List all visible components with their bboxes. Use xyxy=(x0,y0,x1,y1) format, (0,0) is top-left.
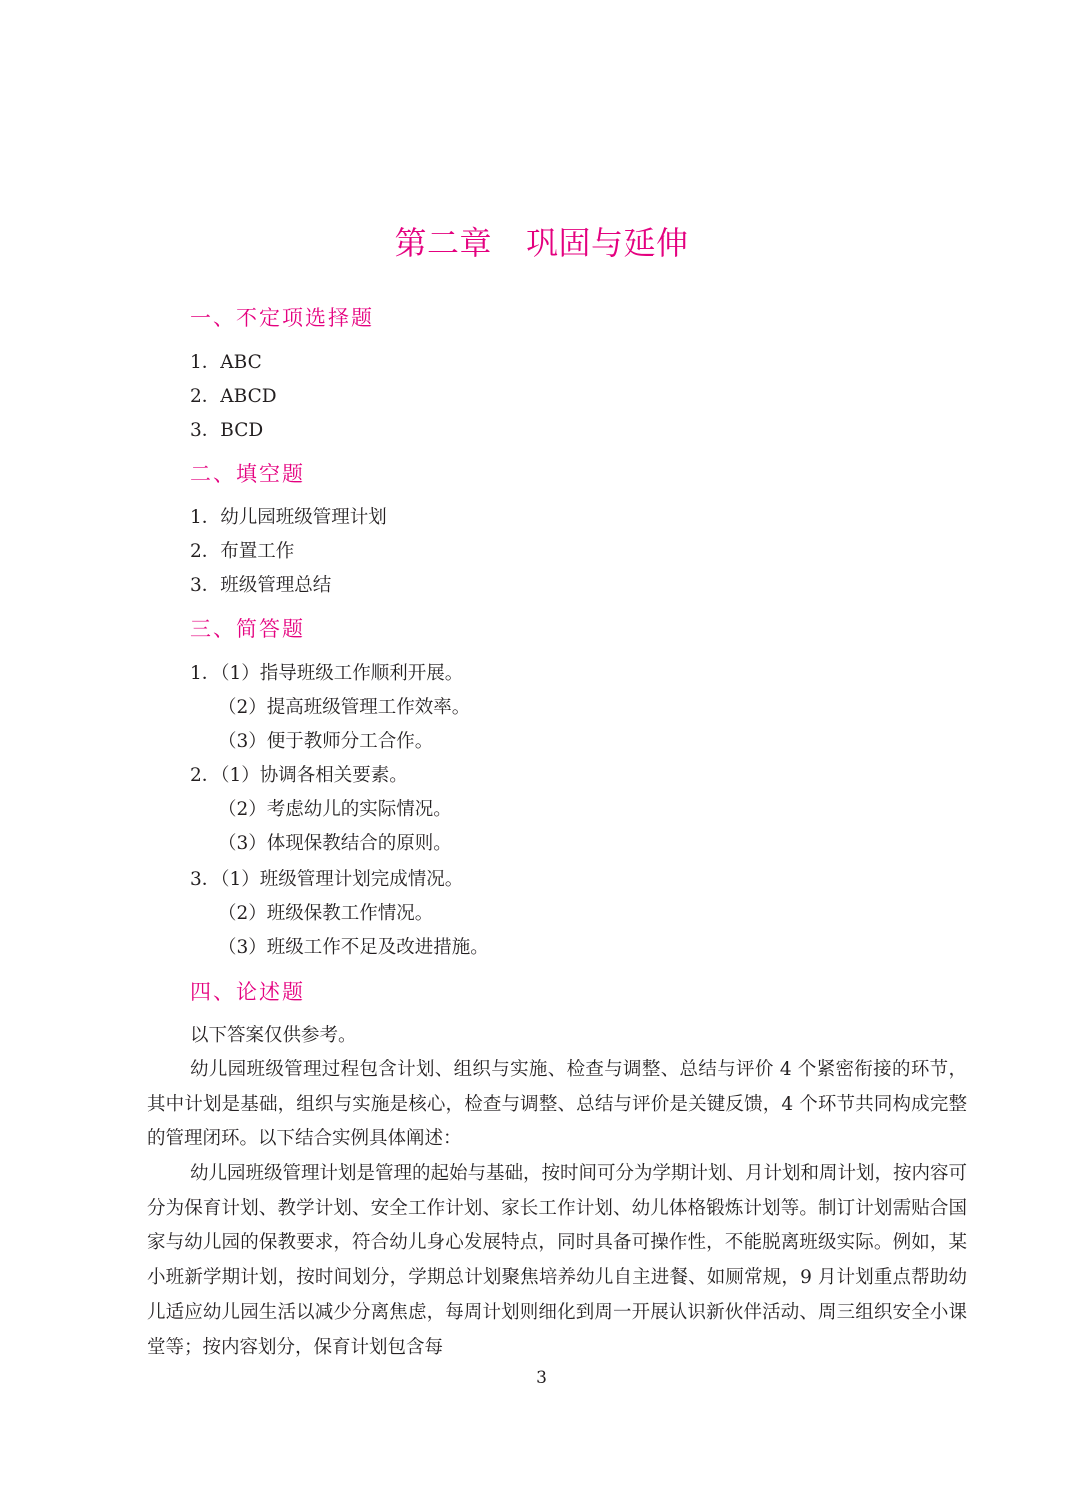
answer-item: 1．（1）指导班级工作顺利开展。 xyxy=(190,663,464,684)
chapter-label: 第二章 xyxy=(394,224,492,262)
essay-intro: 以下答案仅供参考。 xyxy=(190,1025,357,1046)
section-heading-multiple-choice: 一、不定项选择题 xyxy=(190,306,374,330)
answer-item: 2．（1）协调各相关要素。 xyxy=(190,765,408,786)
chapter-name: 巩固与延伸 xyxy=(526,224,689,262)
answer-item: 1．幼儿园班级管理计划 xyxy=(190,507,387,528)
answer-sub-item: （2）提高班级管理工作效率。 xyxy=(218,697,471,718)
section-heading-short-answer: 三、简答题 xyxy=(190,617,305,641)
section-heading-fill-in: 二、填空题 xyxy=(190,462,305,486)
answer-item: 3．（1）班级管理计划完成情况。 xyxy=(190,869,464,890)
answer-item: 3．班级管理总结 xyxy=(190,575,332,596)
answer-item: 1．ABC xyxy=(190,352,262,373)
answer-item: 3．BCD xyxy=(190,420,264,441)
essay-paragraph: 幼儿园班级管理计划是管理的起始与基础，按时间可分为学期计划、月计划和周计划，按内容可分为保育计划、教学计划、安全工作计划、家长工作计划、幼儿体格锻炼计划等。制订计划需贴合国家与幼儿园的保教要求，符合幼儿身心发展特点，同时具备可操作性，不能脱离班级实际。例如，某小班新学期计划，按时间划分，学期总计划聚焦培养幼儿自主进餐、如厕常规，9 月计划重点帮助幼儿适应幼儿园生活以减少分离焦虑，每周计划则细化到周一开展认识新伙伴活动、周三组织安全小课堂等；按内容划分，保育计划包含每 xyxy=(147,1163,968,1358)
chapter-title xyxy=(0,221,1083,265)
answer-item: 2．布置工作 xyxy=(190,541,295,562)
answer-sub-item: （3）班级工作不足及改进措施。 xyxy=(218,937,489,958)
answer-sub-item: （3）便于教师分工合作。 xyxy=(218,731,434,752)
section-heading-essay: 四、论述题 xyxy=(190,980,305,1004)
answer-item: 2．ABCD xyxy=(190,386,277,407)
answer-sub-item: （3）体现保教结合的原则。 xyxy=(218,833,452,854)
essay-paragraph: 幼儿园班级管理过程包含计划、组织与实施、检查与调整、总结与评价 4 个紧密衔接的环节，其中计划是基础，组织与实施是核心，检查与调整、总结与评价是关键反馈，4 个环节共同构成完整的管理闭环。以下结合实例具体阐述： xyxy=(147,1059,967,1150)
answer-sub-item: （2）班级保教工作情况。 xyxy=(218,903,434,924)
answer-sub-item: （2）考虑幼儿的实际情况。 xyxy=(218,799,452,820)
page-number: 3 xyxy=(536,1368,547,1388)
